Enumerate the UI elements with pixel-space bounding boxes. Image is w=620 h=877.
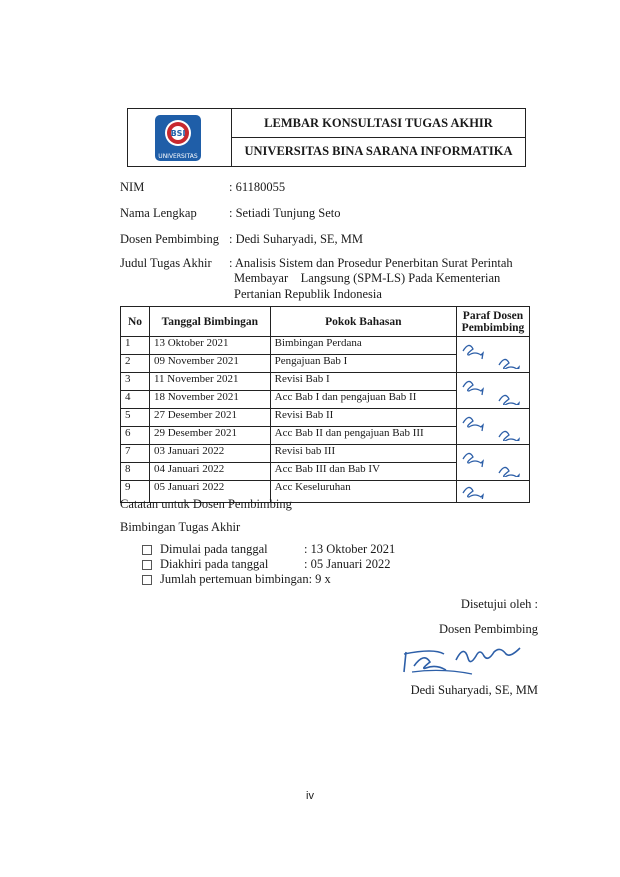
row-no: 5 bbox=[121, 409, 150, 427]
row-date: 03 Januari 2022 bbox=[149, 445, 270, 463]
checkbox-icon bbox=[142, 560, 152, 570]
advisor-notes-label: Catatan untuk Dosen Pembimbing bbox=[120, 497, 292, 511]
svg-text:BSI: BSI bbox=[170, 129, 186, 138]
table-body bbox=[121, 337, 530, 503]
checkbox-icon bbox=[142, 575, 152, 585]
row-topic: Acc Bab III dan Bab IV bbox=[270, 463, 456, 481]
paraf-signature-icon bbox=[457, 409, 529, 441]
row-date: 04 Januari 2022 bbox=[149, 463, 270, 481]
advisor-signature-icon bbox=[398, 640, 548, 680]
paraf-cell bbox=[456, 337, 529, 373]
start-date-item bbox=[142, 542, 268, 557]
row-topic: Revisi bab III bbox=[270, 445, 456, 463]
paraf-cell bbox=[456, 445, 529, 481]
paraf-cell bbox=[456, 373, 529, 409]
logo-label: UNIVERSITAS bbox=[158, 153, 198, 160]
table-row bbox=[121, 373, 530, 391]
row-date: 13 Oktober 2021 bbox=[149, 337, 270, 355]
meeting-count-item bbox=[142, 572, 331, 587]
row-topic: Revisi Bab II bbox=[270, 409, 456, 427]
institution-name: UNIVERSITAS BINA SARANA INFORMATIKA bbox=[244, 144, 513, 158]
checkbox-icon bbox=[142, 545, 152, 555]
header-no: No bbox=[121, 307, 150, 337]
paraf-signature-icon bbox=[457, 337, 529, 369]
row-topic: Acc Bab II dan pengajuan Bab III bbox=[270, 427, 456, 445]
paraf-signature-icon bbox=[457, 373, 529, 405]
paraf-cell bbox=[456, 481, 529, 503]
meeting-count-value: : 9 x bbox=[308, 572, 331, 586]
thesis-title-line-2: Membayar Langsung (SPM-LS) Pada Kementerian bbox=[234, 271, 501, 285]
table-row bbox=[121, 445, 530, 463]
paraf-signature-icon bbox=[457, 445, 529, 477]
document-title: LEMBAR KONSULTASI TUGAS AKHIR bbox=[232, 109, 525, 138]
paraf-signature-icon bbox=[457, 481, 529, 499]
header-date: Tanggal Bimbingan bbox=[149, 307, 270, 337]
start-date-value: : 13 Oktober 2021 bbox=[304, 542, 396, 556]
row-no: 9 bbox=[121, 481, 150, 503]
university-logo bbox=[154, 114, 202, 162]
row-date: 09 November 2021 bbox=[149, 355, 270, 373]
advisor-value: : Dedi Suharyadi, SE, MM bbox=[229, 232, 364, 246]
header-topic: Pokok Bahasan bbox=[270, 307, 456, 337]
name-value: : Setiadi Tunjung Seto bbox=[229, 206, 341, 220]
approver-role: Dosen Pembimbing bbox=[439, 622, 538, 636]
nim-label: NIM bbox=[120, 180, 145, 194]
row-topic: Acc Keseluruhan bbox=[270, 481, 456, 503]
thesis-title-line-3: Pertanian Republik Indonesia bbox=[234, 287, 382, 301]
row-no: 7 bbox=[121, 445, 150, 463]
guidance-label: Bimbingan Tugas Akhir bbox=[120, 520, 241, 534]
advisor-label: Dosen Pembimbing bbox=[120, 232, 219, 246]
header-paraf: Paraf Dosen Pembimbing bbox=[456, 307, 529, 337]
row-topic: Acc Bab I dan pengajuan Bab II bbox=[270, 391, 456, 409]
row-topic: Bimbingan Perdana bbox=[270, 337, 456, 355]
row-no: 8 bbox=[121, 463, 150, 481]
thesis-title-line-1: : Analisis Sistem dan Prosedur Penerbitan Surat Perintah bbox=[229, 256, 513, 270]
row-no: 6 bbox=[121, 427, 150, 445]
thesis-title-label: Judul Tugas Akhir bbox=[120, 256, 212, 270]
consultation-table bbox=[120, 306, 530, 503]
row-no: 4 bbox=[121, 391, 150, 409]
table-row bbox=[121, 409, 530, 427]
signer-name: Dedi Suharyadi, SE, MM bbox=[410, 683, 538, 697]
meeting-count-label: Jumlah pertemuan bimbingan bbox=[160, 572, 309, 586]
start-date-label: Dimulai pada tanggal bbox=[160, 542, 268, 556]
row-no: 2 bbox=[121, 355, 150, 373]
end-date-value: : 05 Januari 2022 bbox=[304, 557, 391, 571]
table-header-row bbox=[121, 307, 530, 337]
nim-value: : 61180055 bbox=[229, 180, 286, 194]
row-topic: Pengajuan Bab I bbox=[270, 355, 456, 373]
row-date: 29 Desember 2021 bbox=[149, 427, 270, 445]
row-date: 18 November 2021 bbox=[149, 391, 270, 409]
approved-by-label: Disetujui oleh : bbox=[460, 597, 538, 611]
page-number: iv bbox=[306, 790, 314, 802]
logo-cell bbox=[128, 109, 232, 166]
end-date-item bbox=[142, 557, 268, 572]
paraf-cell bbox=[456, 409, 529, 445]
table-row bbox=[121, 337, 530, 355]
row-no: 1 bbox=[121, 337, 150, 355]
row-date: 05 Januari 2022 bbox=[149, 481, 270, 503]
row-no: 3 bbox=[121, 373, 150, 391]
row-topic: Revisi Bab I bbox=[270, 373, 456, 391]
name-label: Nama Lengkap bbox=[120, 206, 197, 220]
row-date: 11 November 2021 bbox=[149, 373, 270, 391]
header-box bbox=[127, 108, 526, 167]
row-date: 27 Desember 2021 bbox=[149, 409, 270, 427]
end-date-label: Diakhiri pada tanggal bbox=[160, 557, 269, 571]
